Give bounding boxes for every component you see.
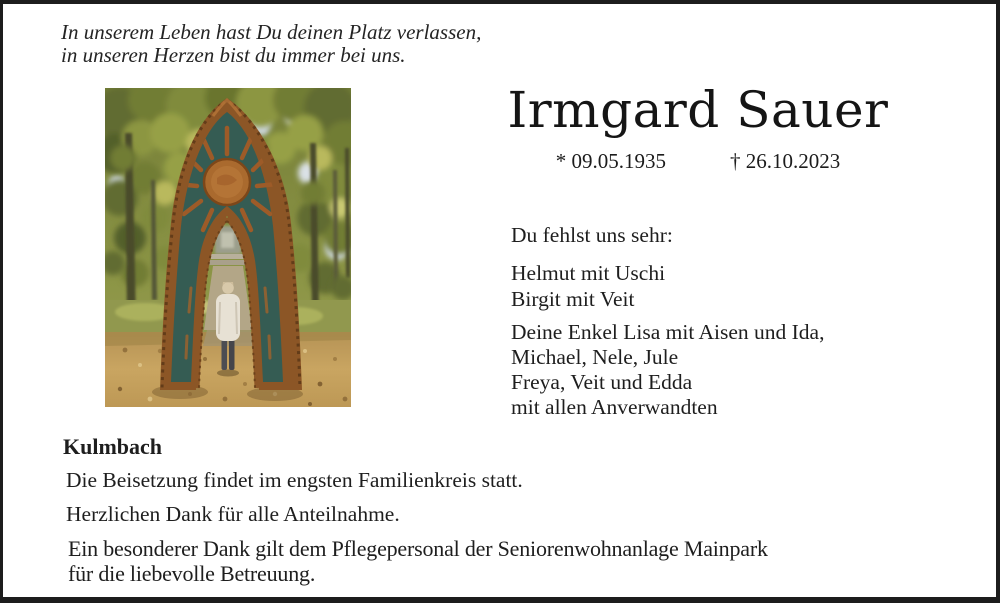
birth-date: * 09.05.1935 [555, 149, 666, 173]
deceased-name: Irmgard Sauer [507, 81, 889, 139]
mourning-intro: Du fehlst uns sehr: [511, 223, 673, 247]
life-dates [501, 149, 895, 174]
relatives-line: Deine Enkel Lisa mit Aisen und Ida, [511, 320, 825, 344]
relatives-line: Michael, Nele, Jule [511, 345, 679, 369]
death-date: † 26.10.2023 [730, 149, 841, 173]
mourner-line: Helmut mit Uschi [511, 261, 666, 285]
special-thanks-line: für die liebevolle Betreuung. [68, 561, 316, 586]
mourner-line: Birgit mit Veit [511, 287, 635, 311]
funeral-note: Die Beisetzung findet im engsten Familienkreis statt. [66, 468, 523, 492]
special-thanks-line: Ein besonderer Dank gilt dem Pflegepersonal der Seniorenwohnanlage Mainpark [68, 536, 768, 561]
thanks-note: Herzlichen Dank für alle Anteilnahme. [66, 502, 400, 526]
mourners-list [511, 260, 665, 312]
epigraph-line-1: In unserem Leben hast Du deinen Platz verlassen, [61, 20, 482, 44]
relatives-line: mit allen Anverwandten [511, 395, 718, 419]
relatives-list [511, 320, 824, 420]
place-name: Kulmbach [63, 434, 163, 459]
epigraph [61, 21, 481, 67]
relatives-line: Freya, Veit und Edda [511, 370, 693, 394]
epigraph-line-2: in unseren Herzen bist du immer bei uns. [61, 43, 406, 67]
memorial-photo [105, 88, 351, 407]
special-thanks-note [68, 536, 768, 586]
